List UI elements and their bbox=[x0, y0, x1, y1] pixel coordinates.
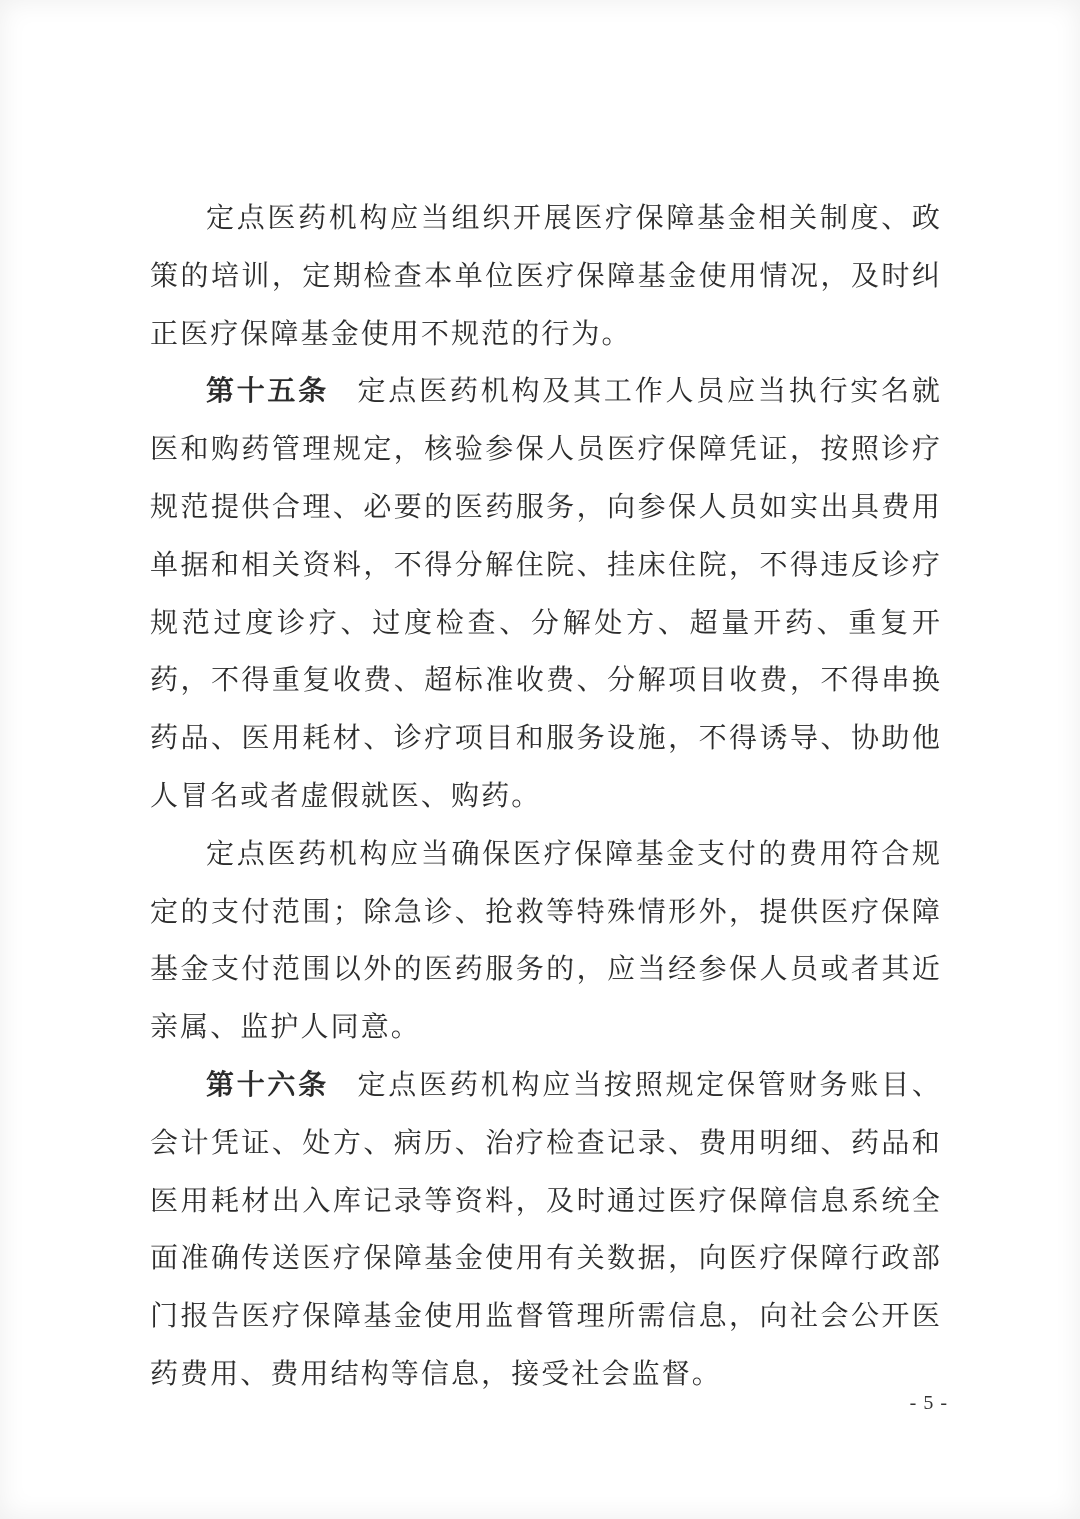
article-label: 第十五条 bbox=[206, 374, 329, 408]
paragraph-text: 定点医药机构应当确保医疗保障基金支付的费用符合规定的支付范围；除急诊、抢救等特殊情形外，提供医疗保障基金支付范围以外的医药服务的，应当经参保人员或者其近亲属、监护人同意。 bbox=[150, 836, 942, 1044]
article-label: 第十六条 bbox=[206, 1067, 329, 1101]
paragraph-payment-scope bbox=[150, 825, 942, 1056]
paragraph-article-15 bbox=[150, 362, 942, 824]
document-body bbox=[150, 189, 942, 1403]
page-number: - 5 - bbox=[909, 1392, 948, 1414]
paragraph-article-16 bbox=[150, 1056, 942, 1403]
paragraph-text: 定点医药机构及其工作人员应当执行实名就医和购药管理规定，核验参保人员医疗保障凭证，按照诊疗规范提供合理、必要的医药服务，向参保人员如实出具费用单据和相关资料，不得分解住院、挂床住院，不得违反诊疗规范过度诊疗、过度检查、分解处方、超量开药、重复开药，不得重复收费、超标准收费、分解项目收费，不得串换药品、医用耗材、诊疗项目和服务设施，不得诱导、协助他人冒名或者虚假就医、购药。 bbox=[150, 374, 942, 812]
paragraph-training bbox=[150, 189, 942, 362]
paragraph-text: 定点医药机构应当按照规定保管财务账目、会计凭证、处方、病历、治疗检查记录、费用明细、药品和医用耗材出入库记录等资料，及时通过医疗保障信息系统全面准确传送医疗保障基金使用有关数据，向医疗保障行政部门报告医疗保障基金使用监督管理所需信息，向社会公开医药费用、费用结构等信息，接受社会监督。 bbox=[150, 1067, 942, 1390]
paragraph-text: 定点医药机构应当组织开展医疗保障基金相关制度、政策的培训，定期检查本单位医疗保障基金使用情况，及时纠正医疗保障基金使用不规范的行为。 bbox=[150, 201, 942, 350]
